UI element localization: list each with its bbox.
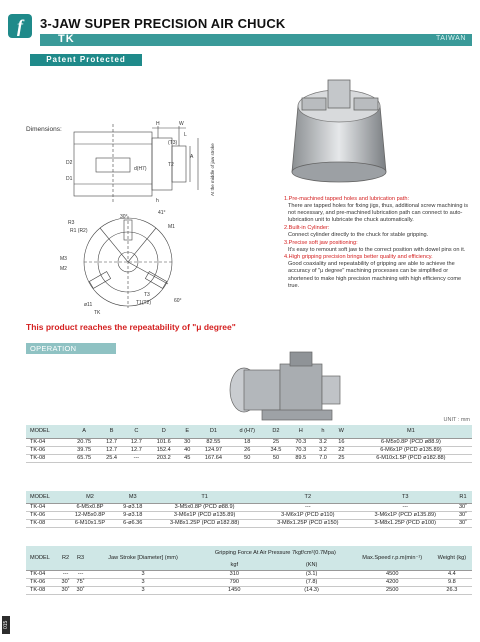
column-header: R3: [73, 546, 88, 570]
table-cell: TK-06: [26, 511, 65, 519]
table-cell: 6-M5x0.8P (PCD ø88.9): [350, 438, 472, 446]
table-cell: TK-08: [26, 519, 65, 527]
side-section-drawing: [64, 118, 234, 204]
table-cell: 3-M6x1P (PCD ø110): [259, 511, 356, 519]
table-cell: 20.75: [69, 438, 99, 446]
table-cell: 3.2: [313, 446, 333, 454]
table-cell: 9-ø3.18: [115, 503, 150, 511]
table-cell: 4200: [353, 578, 432, 586]
table-cell: 101.6: [149, 438, 179, 446]
column-header: Gripping Force At Air Pressure 7kgf/cm²(0.7Mpa): [198, 546, 353, 561]
column-header: T3: [357, 491, 454, 503]
mounting-table: [26, 491, 472, 528]
column-header: M2: [65, 491, 116, 503]
patent-badge: Patent Protected: [30, 54, 142, 66]
table-cell: 30˚: [454, 503, 472, 511]
table-row: [26, 511, 472, 519]
model-code: TK: [58, 33, 75, 45]
t3-label: T3: [144, 292, 150, 298]
table-cell: 16: [333, 438, 350, 446]
feature-description: Good coaxiality and repeatability of gripping are able to achieve the accuracy of "μ degree" machining processes can be simplified or shortened to make high precision machining with high efficiency come true.: [288, 261, 462, 289]
table-cell: 4500: [353, 570, 432, 578]
table-cell: (3.1): [271, 570, 353, 578]
column-header: M1: [350, 425, 472, 438]
tk-label: TK: [94, 310, 101, 314]
table-cell: 2500: [353, 586, 432, 594]
table-cell: TK-04: [26, 570, 58, 578]
table-row: [26, 503, 472, 511]
feature-title: 4.High gripping precision brings better quality and efficiency.: [284, 254, 433, 261]
column-header: MODEL: [26, 491, 65, 503]
m3-label: M3: [60, 256, 67, 262]
table-row: [26, 454, 472, 462]
column-header: A: [69, 425, 99, 438]
table-cell: (14.3): [271, 586, 353, 594]
table-cell: ---: [73, 570, 88, 578]
table-cell: 70.3: [288, 438, 313, 446]
table-header-row: [26, 491, 472, 503]
m1-label: M1: [168, 224, 175, 230]
column-header: R1: [454, 491, 472, 503]
product-image: [268, 66, 418, 188]
table-cell: 12.7: [124, 438, 149, 446]
table-cell: 65.75: [69, 454, 99, 462]
column-header: C: [124, 425, 149, 438]
table-cell: 25: [333, 454, 350, 462]
table-cell: TK-06: [26, 578, 58, 586]
repeatability-statement: This product reaches the repeatability of "μ degree": [26, 322, 236, 332]
table-cell: 3-M8x1.25P (PCD ø182.88): [150, 519, 259, 527]
feature-description: It's easy to remount soft jaw to the correct position with dowel pins on it.: [288, 246, 466, 253]
table-cell: 89.5: [288, 454, 313, 462]
dim-d1-label: D1: [66, 176, 73, 182]
table-cell: 18: [231, 438, 264, 446]
column-header: (KN): [271, 561, 353, 570]
table-cell: 3: [88, 586, 198, 594]
table-row: [26, 570, 472, 578]
table-cell: 50: [231, 454, 264, 462]
dimension-table: [26, 425, 472, 463]
table-cell: TK-08: [26, 454, 69, 462]
dim-h-small-label: h: [156, 198, 159, 204]
page-title: 3-JAW SUPER PRECISION AIR CHUCK: [40, 16, 286, 31]
feature-description: Connect cylinder directly to the chuck for stable gripping.: [288, 231, 429, 238]
dimensions-label: Dimensions:: [26, 126, 62, 133]
table-row: [26, 438, 472, 446]
table-cell: 25.4: [99, 454, 124, 462]
dim-t2-label: T2: [168, 162, 174, 168]
column-header: B: [99, 425, 124, 438]
operation-example-image: [222, 346, 352, 424]
table-cell: 30˚: [454, 519, 472, 527]
table-cell: 167.64: [196, 454, 231, 462]
table-cell: 3-M5x0.8P (PCD ø88.9): [150, 503, 259, 511]
table-cell: 1450: [198, 586, 271, 594]
table-cell: 124.97: [196, 446, 231, 454]
table-cell: 310: [198, 570, 271, 578]
table-row: [26, 578, 472, 586]
dim-d-h7-label: d(H7): [134, 166, 147, 172]
feature-item: [284, 240, 470, 254]
table-cell: 152.4: [149, 446, 179, 454]
table-cell: ---: [357, 503, 454, 511]
column-header: kgf: [198, 561, 271, 570]
table-cell: 3: [88, 570, 198, 578]
column-header: MODEL: [26, 425, 69, 438]
table-header-row: [26, 546, 472, 561]
column-header: D1: [196, 425, 231, 438]
angle-41-label: 41°: [158, 210, 166, 216]
table-cell: 45: [179, 454, 196, 462]
unit-label: UNIT : mm: [443, 417, 470, 423]
column-header: Jaw Stroke [Diameter] (mm): [88, 546, 198, 570]
table-cell: 30˚: [454, 511, 472, 519]
column-header: MODEL: [26, 546, 58, 570]
table-cell: 12.7: [99, 438, 124, 446]
table-cell: 9.8: [432, 578, 472, 586]
table-cell: ---: [259, 503, 356, 511]
table-cell: 50: [264, 454, 289, 462]
dim-d2-label: D2: [66, 160, 73, 166]
column-header: D2: [264, 425, 289, 438]
table-cell: 39.75: [69, 446, 99, 454]
table-cell: 30˚: [58, 578, 73, 586]
feature-item: [284, 254, 470, 289]
column-header: Max.Speed r.p.m(min⁻¹): [353, 546, 432, 570]
table-cell: 6-M10x1.5P: [65, 519, 116, 527]
table-cell: 3-M8x1.25P (PCD ø100): [357, 519, 454, 527]
table-cell: 6-M5x0.8P: [65, 503, 116, 511]
feature-title: 2.Built-in Cylinder:: [284, 224, 330, 231]
table-cell: 3-M6x1P (PCD ø135.89): [357, 511, 454, 519]
table-cell: TK-04: [26, 438, 69, 446]
table-cell: 12.7: [124, 446, 149, 454]
brand-logo: f: [8, 14, 32, 38]
feature-list: [284, 196, 470, 290]
column-header: W: [333, 425, 350, 438]
column-header: M3: [115, 491, 150, 503]
front-view-drawing: [28, 206, 218, 314]
table-cell: 30˚: [73, 586, 88, 594]
performance-table: [26, 546, 472, 595]
column-header: T1: [150, 491, 259, 503]
feature-item: [284, 225, 470, 239]
table-cell: 26.3: [432, 586, 472, 594]
table-cell: 12.7: [99, 446, 124, 454]
column-header: R2: [58, 546, 73, 570]
table-cell: TK-08: [26, 586, 58, 594]
angle-30-label: 30°: [120, 214, 128, 220]
jaw-stroke-note: At the middle of jaw stroke: [210, 143, 215, 196]
m2-label: M2: [60, 266, 67, 272]
t1-t2-label: T1(T2): [136, 300, 151, 306]
table-cell: 70.3: [288, 446, 313, 454]
table-cell: 30˚: [58, 586, 73, 594]
table-row: [26, 586, 472, 594]
feature-title: 3.Precise soft jaw positioning:: [284, 239, 358, 246]
feature-item: [284, 196, 470, 224]
table-cell: 7.0: [313, 454, 333, 462]
table-cell: 6-M6x1P (PCD ø135.89): [350, 446, 472, 454]
table-cell: 203.2: [149, 454, 179, 462]
table-cell: 4.4: [432, 570, 472, 578]
feature-description: There are tapped holes for fixing jigs, thus, additional screw machining is not necessary, and pre-machined lubrication path can connect to auto-lubrication unit to lubricate the chuck automatically.: [288, 203, 469, 224]
table-cell: 3: [88, 578, 198, 586]
table-cell: 75˚: [73, 578, 88, 586]
dim-h-label: H: [156, 121, 160, 127]
dim-a-label: A: [190, 154, 194, 160]
table-header-row: [26, 425, 472, 438]
table-cell: 25: [264, 438, 289, 446]
table-cell: (7.8): [271, 578, 353, 586]
column-header: d (H7): [231, 425, 264, 438]
table-cell: TK-06: [26, 446, 69, 454]
column-header: H: [288, 425, 313, 438]
table-cell: 3.2: [313, 438, 333, 446]
table-row: [26, 519, 472, 527]
table-cell: 9-ø3.18: [115, 511, 150, 519]
column-header: Weight (kg): [432, 546, 472, 570]
phi11-label: ø11: [84, 302, 93, 308]
table-cell: 3-M8x1.25P (PCD ø150): [259, 519, 356, 527]
operation-example-bar: OPERATION EXAMPLE: [26, 343, 116, 354]
table-cell: 790: [198, 578, 271, 586]
table-cell: 12-M5x0.8P: [65, 511, 116, 519]
table-cell: 40: [179, 446, 196, 454]
table-cell: ---: [58, 570, 73, 578]
dim-w-label: W: [179, 121, 184, 127]
column-header: T2: [259, 491, 356, 503]
table-cell: TK-04: [26, 503, 65, 511]
dim-t3-label: (T3): [168, 140, 178, 146]
table-cell: 34.5: [264, 446, 289, 454]
table-cell: ---: [124, 454, 149, 462]
table-cell: 26: [231, 446, 264, 454]
angle-60-label: 60°: [174, 298, 182, 304]
table-cell: 30: [179, 438, 196, 446]
page-number: 015: [2, 616, 10, 634]
r3-label: R3: [68, 220, 75, 226]
column-header: h: [313, 425, 333, 438]
table-cell: 3-M6x1P (PCD ø135.89): [150, 511, 259, 519]
table-cell: 82.55: [196, 438, 231, 446]
r1-r2-label: R1 (R2): [70, 228, 88, 234]
table-cell: 6-M10x1.5P (PCD ø182.88): [350, 454, 472, 462]
table-cell: 22: [333, 446, 350, 454]
column-header: D: [149, 425, 179, 438]
feature-title: 1.Pre-machined tapped holes and lubrication path:: [284, 196, 410, 202]
country-label: TAIWAN: [435, 35, 466, 42]
header-bar: [40, 34, 472, 46]
table-cell: 6-ø6.36: [115, 519, 150, 527]
column-header: E: [179, 425, 196, 438]
dim-l-label: L: [184, 132, 187, 138]
table-row: [26, 446, 472, 454]
